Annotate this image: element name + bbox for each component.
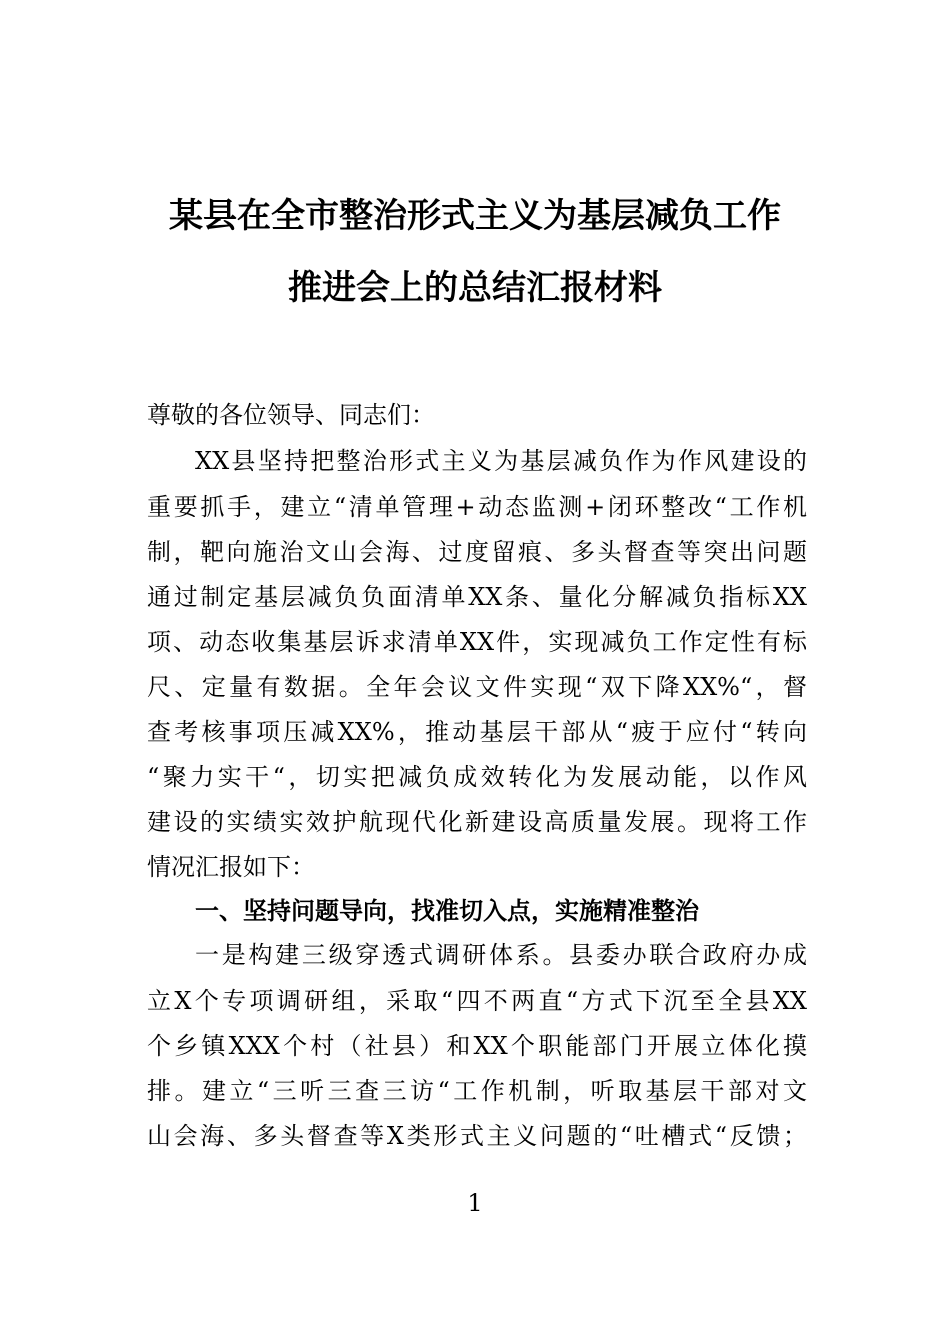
section-paragraph-line: 一是构建三级穿透式调研体系。县委办联合政府办成 xyxy=(195,941,807,969)
section-paragraph-line: 个乡镇XXX个村（社县）和XX个职能部门开展立体化摸 xyxy=(147,1032,807,1060)
document-title-line-2: 推进会上的总结汇报材料 xyxy=(288,268,662,308)
intro-paragraph-line: 尺、定量有数据。全年会议文件实现“双下降XX%“，督 xyxy=(147,673,807,701)
section-heading: 一、坚持问题导向，找准切入点，实施精准整治 xyxy=(195,897,699,925)
intro-paragraph-line: “聚力实干“，切实把减负成效转化为发展动能，以作风 xyxy=(147,763,807,791)
section-paragraph-line: 排。建立“三听三查三访“工作机制，听取基层干部对文 xyxy=(147,1077,807,1105)
intro-paragraph-line: 建设的实绩实效护航现代化新建设高质量发展。现将工作 xyxy=(147,808,807,836)
intro-paragraph-line: 查考核事项压减XX%，推动基层干部从“疲于应付“转向 xyxy=(147,718,807,746)
salutation: 尊敬的各位领导、同志们： xyxy=(147,401,435,429)
intro-paragraph-line: 制，靶向施治文山会海、过度留痕、多头督查等突出问题 xyxy=(147,538,807,566)
section-paragraph-line: 立X个专项调研组，采取“四不两直“方式下沉至全县XX xyxy=(147,987,807,1015)
intro-paragraph-line: XX县坚持把整治形式主义为基层减负作为作风建设的 xyxy=(195,447,807,475)
intro-paragraph-line: 通过制定基层减负负面清单XX条、量化分解减负指标XX xyxy=(147,583,807,611)
document-title-line-1: 某县在全市整治形式主义为基层减负工作 xyxy=(169,196,781,236)
intro-paragraph-line: 情况汇报如下： xyxy=(147,853,315,881)
section-paragraph-line: 山会海、多头督查等X类形式主义问题的“吐槽式“反馈； xyxy=(147,1122,807,1150)
intro-paragraph-line: 重要抓手，建立“清单管理+动态监测+闭环整改“工作机 xyxy=(147,493,807,521)
page-number: 1 xyxy=(467,1189,483,1217)
intro-paragraph-line: 项、动态收集基层诉求清单XX件，实现减负工作定性有标 xyxy=(147,628,807,656)
